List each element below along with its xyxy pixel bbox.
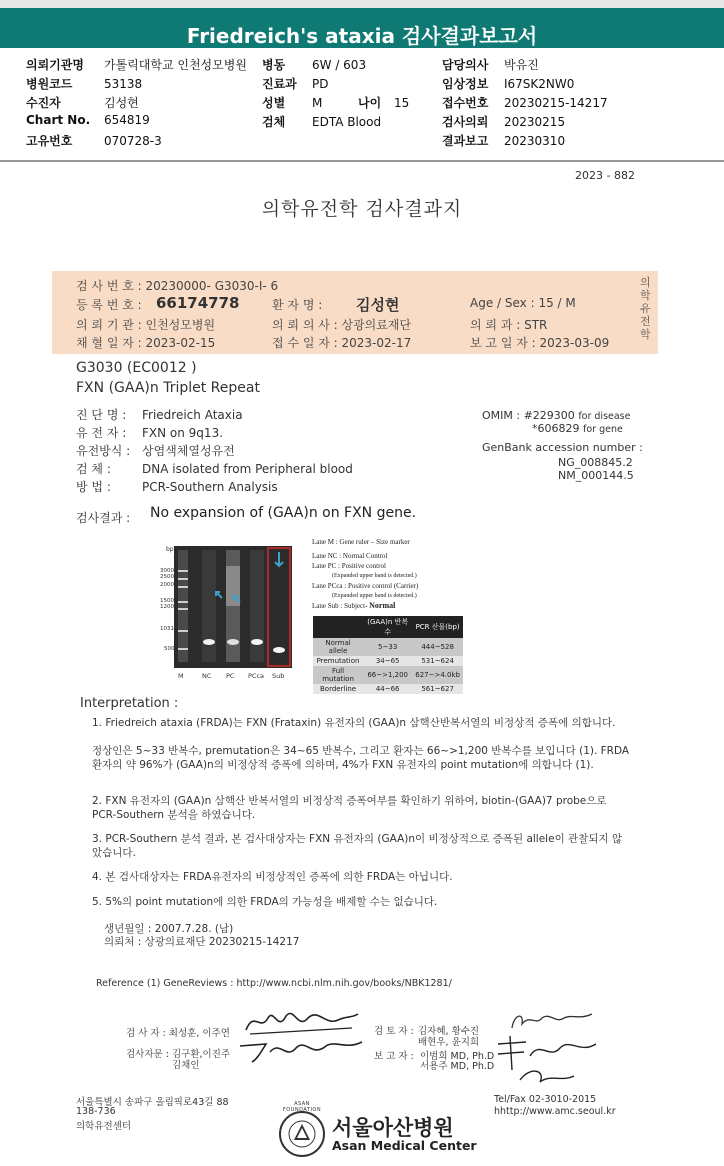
reference: Reference (1) GeneReviews : http://www.ncbi.nlm.nih.gov/books/NBK1281/ [96,978,452,989]
marker-band [178,630,188,632]
birth-date: 생년월일 : 2007.7.28. (남) [104,923,234,935]
omim-gene: *606829 [532,422,580,435]
asan-foundation-seal [278,1110,326,1158]
test-details [76,406,416,496]
genbank-label: GenBank accession number : [482,441,643,454]
interpretation-item: 5. 5%의 point mutation에 의한 FRDA의 가능성을 배제할 수는 없습니다. [92,896,438,908]
header-field: 성별 M 나이 15 [262,96,410,110]
test-code: G3030 (EC0012 ) [76,360,197,376]
gel-image [174,546,292,668]
marker-label: 1031 [160,626,174,632]
advisor-names-2: 김채인 [172,1060,200,1071]
marker-label: 1500 [160,598,174,604]
marker-label: 2000 [160,582,174,588]
department-side-label: 의학유전학 [640,276,651,341]
requesting-doctor: 의 뢰 의 사 : 상광의료재단 [272,318,412,332]
result-value: No expansion of (GAA)n on FXN gene. [150,505,417,521]
report-banner-title: Friedreich's ataxia 검사결과보고서 [186,24,538,48]
interpretation-heading: Interpretation : [80,696,179,711]
marker-band [178,570,188,572]
referrer: 의뢰처 : 상광의료재단 20230215-14217 [104,936,300,948]
omim-gene-row: *606829 for gene [532,422,623,435]
tester: 검 사 자 : 최성훈, 이주연 [126,1028,230,1039]
reporter-label: 보 고 자 : [374,1051,414,1062]
result-label: 검사결과 : [76,511,131,525]
test-number: 검 사 번 호 : 20230000- G3030-I- 6 [76,279,279,293]
header-field: 검체 EDTA Blood [262,115,382,129]
registration-number: 66174778 [156,294,240,312]
pcca-band [251,639,263,645]
marker-label: 500 [164,646,175,652]
header-field: 고유번호 070728-3 [26,134,162,148]
reporter-1: 이범희 MD, Ph.D [420,1051,495,1062]
reporter-2: 서용주 MD, Ph.D [420,1061,495,1072]
address-line-3: 의학유전센터 [76,1121,132,1132]
genbank-ng: NG_008845.2 [558,456,633,469]
document-number: 2023 - 882 [575,169,635,182]
interpretation-item: 2. FXN 유전자의 (GAA)n 삼핵산 반복서열의 비정상적 증폭여부를 확인하기 위하여, biotin-(GAA)7 probe으로 PCR-Southern 분석을 하였습니다. [92,795,607,821]
header-column-3 [442,56,712,151]
gel-figure [144,538,294,683]
table-row: Normal allele 5~33 444~528 [313,638,463,656]
detail-row: 진 단 명 : Friedreich Ataxia [76,408,243,422]
header-column-1 [26,56,256,151]
interpretation-item: 4. 본 검사대상자는 FRDA유전자의 비정상적인 증폭에 의한 FRDA는 아닙니다. [92,871,453,883]
age-sex: Age / Sex : 15 / M [470,296,576,310]
detail-row: 방 법 : PCR-Southern Analysis [76,480,278,494]
gel-bp-label: bp [166,546,174,553]
interpretation-item: 1. Friedreich ataxia (FRDA)는 FXN (Frataxin) 유전자의 (GAA)n 삼핵산반복서열의 비정상적 증폭에 의합니다. [92,717,616,729]
omim-disease: #229300 [523,409,575,422]
marker-band [178,648,188,650]
requesting-institution: 의 뢰 기 관 : 인천성모병원 [76,318,216,332]
header-field: 병동 6W / 603 [262,58,367,72]
header-field: 진료과 PD [262,77,329,91]
address-line-1: 서울특별시 송파구 올림픽로43길 88 [76,1097,229,1108]
registration-label: 등 록 번 호 : [76,298,142,312]
marker-band [178,578,188,580]
reporter-signature [490,1030,600,1088]
table-header-row: (GAA)n 반복수 PCR 산물(bp) [313,616,463,638]
seal-text: ASAN FOUNDATION [282,1101,322,1113]
marker-lane [178,550,188,662]
detail-row: 검 체 : DNA isolated from Peripheral blood [76,462,353,476]
lane-label: NC [202,672,212,680]
header-field: Chart No. 654819 [26,113,150,127]
header-field: 의뢰기관명 가톨릭대학교 인천성모병원 [26,58,247,72]
reviewer-names: 김자혜, 황수진 [418,1026,480,1037]
pc-band [227,639,239,645]
lane-label: PC [226,672,235,680]
header-column-2 [262,56,432,132]
subject-band [273,647,285,653]
table-row: Premutation 34~65 531~624 [313,656,463,666]
gel-legend: Lane M : Gene ruler – Size marker Lane NC : Normal Control Lane PC : Positive control (Expanded upper band is detected.) Lane PCca : Positive control (Carrier) (Expanded upper band is detected.) Lane Sub : Subject- Normal [312,538,419,610]
lane-label: PCca [248,672,265,680]
advisor-label: 검사자문 : [126,1049,169,1060]
header-field: 병원코드 53138 [26,77,143,91]
hospital-name-ko: 서울아산병원 [332,1116,454,1140]
marker-label: 3000 [160,568,174,574]
requesting-department: 의 뢰 과 : STR [470,318,548,332]
tester-signature [242,1006,362,1036]
report-date: 보 고 일 자 : 2023-03-09 [470,336,610,350]
interpretation-item: 정상인은 5~33 반복수, premutation은 34~65 반복수, 그리고 환자는 66~>1,200 반복수를 보입니다 (1). FRDA 환자의 약 96%가 (GAA)n의 비정상적 증폭에 의하며, 4%가 FXN 유전자의 point mutation에 의합니다 (1). [92,745,630,771]
lane-label: Sub [272,672,285,680]
interpretation-item: 3. PCR-Southern 분석 결과, 본 검사대상자는 FXN 유전자의 (GAA)n이 비정상적으로 증폭된 allele이 관찰되지 않았습니다. [92,833,623,859]
header-field: 수진자 김성현 [26,96,139,110]
table-row: Full mutation 66~>1,200 627~>4.0kb [313,666,463,684]
marker-label: 1200 [160,604,174,610]
header-field: 결과보고 20230310 [442,134,566,148]
test-name: FXN (GAA)n Triplet Repeat [76,380,260,396]
subject-result: Normal [369,601,396,610]
receipt-date: 접 수 일 자 : 2023-02-17 [272,336,412,350]
patient-name: 김성현 [356,296,400,314]
marker-band [178,586,188,588]
genbank-nm: NM_000144.5 [558,469,634,482]
marker-band [178,601,188,603]
header-divider [0,160,724,162]
age-label: 나이 [358,96,382,110]
website: hhttp://www.amc.seoul.kr [494,1106,616,1117]
nc-band [203,639,215,645]
nc-lane [202,550,216,662]
hospital-name-en: Asan Medical Center [332,1138,477,1153]
detail-row: 유전방식 : 상염색체열성유전 [76,444,235,458]
omim-block: OMIM : #229300 for disease [482,409,631,422]
patient-name-label: 환 자 명 : [272,298,323,312]
reviewer-label: 검 토 자 : [374,1026,414,1037]
report-banner [0,0,724,48]
detail-row: 유 전 자 : FXN on 9q13. [76,426,224,440]
reviewer-names-2: 배현우, 윤지희 [418,1037,480,1048]
lane-label: M [178,672,184,680]
reviewer-signature [506,1008,596,1032]
age-value: 15 [394,96,410,110]
header-field: 담당의사 박유진 [442,58,539,72]
repeat-range-table [313,616,463,694]
marker-band [178,608,188,610]
header-field: 검사의뢰 20230215 [442,115,566,129]
collection-date: 채 혈 일 자 : 2023-02-15 [76,336,216,350]
marker-label: 2500 [160,574,174,580]
header-field: 접수번호 20230215-14217 [442,96,608,110]
advisor-signature [236,1034,366,1064]
pcca-lane [250,550,264,662]
table-row: Borderline 44~66 561~627 [313,684,463,694]
tel-fax: Tel/Fax 02-3010-2015 [494,1094,597,1105]
header-field: 임상정보 I67SK2NW0 [442,77,575,91]
report-title: 의학유전학 검사결과지 [261,198,463,220]
advisor-names: 김구환,이진주 [172,1049,231,1060]
address-line-2: 138-736 [76,1106,116,1117]
